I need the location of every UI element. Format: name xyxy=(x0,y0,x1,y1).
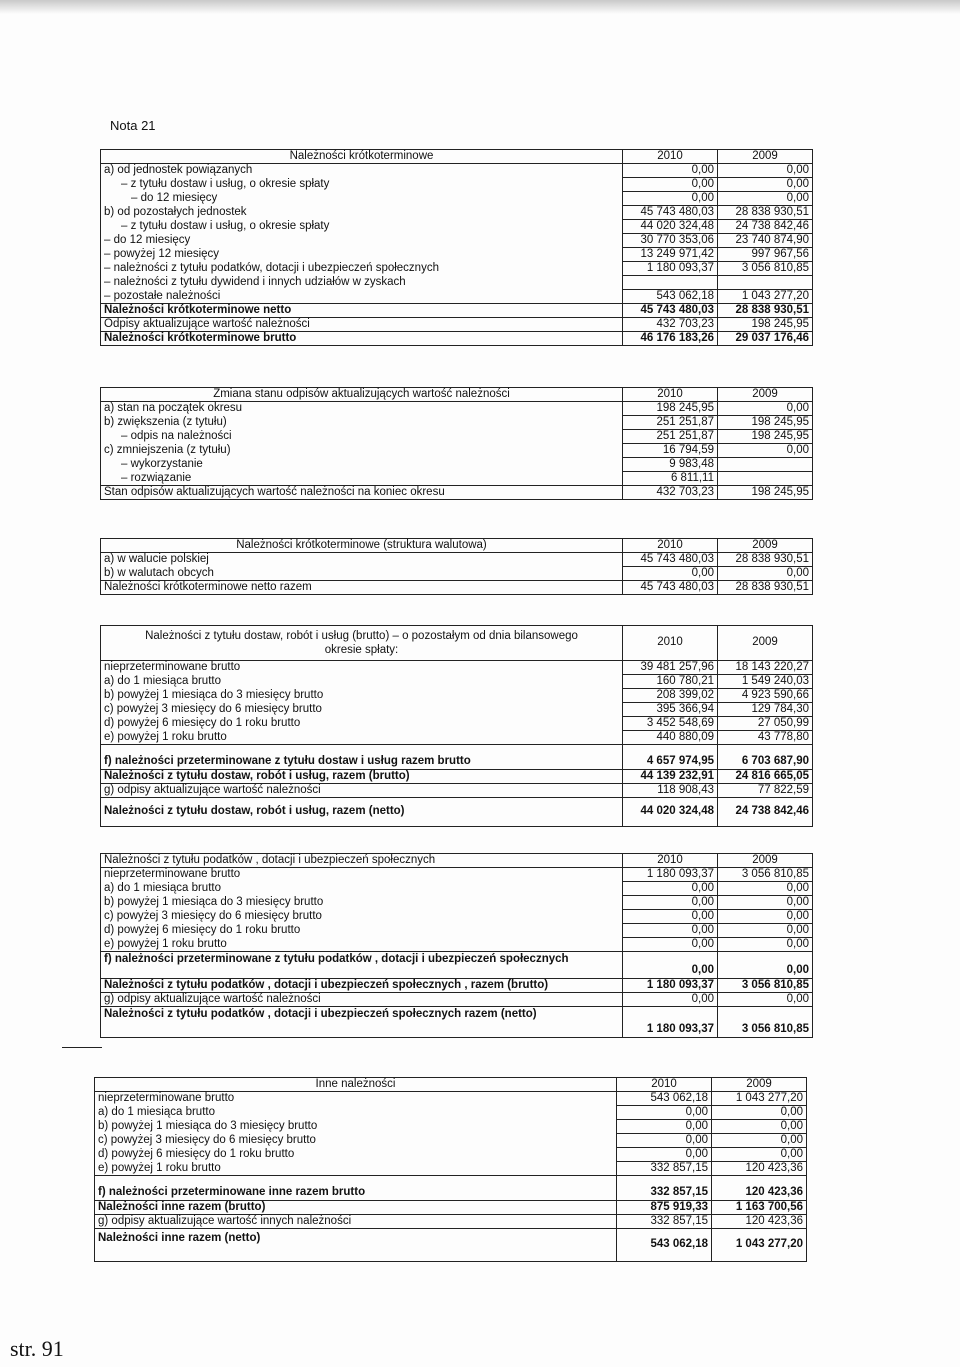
table-header-line1: Należności z tytułu dostaw, robót i usług (brutto) – o pozostałym od dnia bilansowego xyxy=(145,629,578,642)
table-header: Należności z tytułu podatków , dotacji i ubezpieczeń społecznych xyxy=(101,854,623,868)
table-row: b) zwiększenia (z tytułu) 251 251,87 198 245,95 xyxy=(101,416,813,430)
table-row: Należności inne razem (brutto) 875 919,33 1 163 700,56 xyxy=(95,1201,807,1215)
table-row: c) powyżej 3 miesięcy do 6 miesięcy brutto 0,00 0,00 xyxy=(95,1134,807,1148)
col-2010: 2010 xyxy=(623,854,718,868)
table-row: – należności z tytułu podatków, dotacji i ubezpieczeń społecznych 1 180 093,37 3 056 810,85 xyxy=(101,262,813,276)
table-row: Należności z tytułu dostaw, robót i usług, razem (brutto) 44 139 232,91 24 816 665,05 xyxy=(101,770,813,784)
table-row: b) powyżej 1 miesiąca do 3 miesięcy brutto 0,00 0,00 xyxy=(95,1120,807,1134)
col-2010: 2010 xyxy=(617,1078,712,1092)
table-row: nieprzeterminowane brutto 543 062,18 1 043 277,20 xyxy=(95,1092,807,1106)
table-allowance-changes xyxy=(100,387,813,500)
table-row: – z tytułu dostaw i usług, o okresie spłaty 44 020 324,48 24 738 842,46 xyxy=(101,220,813,234)
table-row: – do 12 miesięcy 30 770 353,06 23 740 874,90 xyxy=(101,234,813,248)
table-row: nieprzeterminowane brutto 1 180 093,37 3 056 810,85 xyxy=(101,868,813,882)
table-row: – do 12 miesięcy 0,00 0,00 xyxy=(101,192,813,206)
table-row: b) powyżej 1 miesiąca do 3 miesięcy brutto 0,00 0,00 xyxy=(101,896,813,910)
table-row: d) powyżej 6 miesięcy do 1 roku brutto 0,00 0,00 xyxy=(101,924,813,938)
table-row: Stan odpisów aktualizujących wartość należności na koniec okresu 432 703,23 198 245,95 xyxy=(101,486,813,500)
table-row: nieprzeterminowane brutto 39 481 257,96 18 143 220,27 xyxy=(101,661,813,675)
table-row: a) od jednostek powiązanych 0,00 0,00 xyxy=(101,164,813,178)
table-trade-receivables xyxy=(100,625,813,827)
table-row: – powyżej 12 miesięcy 13 249 971,42 997 967,56 xyxy=(101,248,813,262)
table-row: a) do 1 miesiąca brutto 160 780,21 1 549 240,03 xyxy=(101,675,813,689)
table-row: a) do 1 miesiąca brutto 0,00 0,00 xyxy=(101,882,813,896)
col-2009: 2009 xyxy=(718,626,813,661)
table-row: – odpis na należności 251 251,87 198 245,95 xyxy=(101,430,813,444)
table-row: c) powyżej 3 miesięcy do 6 miesięcy brutto 0,00 0,00 xyxy=(101,910,813,924)
table-row: a) stan na początek okresu 198 245,95 0,00 xyxy=(101,402,813,416)
table-row: b) w walutach obcych 0,00 0,00 xyxy=(101,567,813,581)
table-row: Należności krótkoterminowe netto 45 743 480,03 28 838 930,51 xyxy=(101,304,813,318)
table-row: f) należności przeterminowane z tytułu dostaw i usług razem brutto 4 657 974,95 6 703 687,90 xyxy=(101,745,813,770)
table-short-term-receivables xyxy=(100,149,813,346)
table-row: g) odpisy aktualizujące wartość innych należności 332 857,15 120 423,36 xyxy=(95,1215,807,1229)
table-row: Należności z tytułu podatków , dotacji i ubezpieczeń społecznych , razem (brutto) 1 180 093,37 3 056 810,85 xyxy=(101,979,813,993)
table-header-line2: okresie spłaty: xyxy=(324,644,399,656)
table-row: d) powyżej 6 miesięcy do 1 roku brutto 3 452 548,69 27 050,99 xyxy=(101,717,813,731)
table-header: Należności krótkoterminowe xyxy=(101,150,623,164)
col-2009: 2009 xyxy=(718,388,813,402)
table-row: e) powyżej 1 roku brutto 0,00 0,00 xyxy=(101,938,813,952)
table-row: b) od pozostałych jednostek 45 743 480,03 28 838 930,51 xyxy=(101,206,813,220)
table-row: f) należności przeterminowane inne razem brutto 332 857,15 120 423,36 xyxy=(95,1176,807,1201)
table-row: Należności z tytułu podatków , dotacji i ubezpieczeń społecznych razem (netto) 1 180 093,37 3 056 810,85 xyxy=(101,1007,813,1038)
table-row: – pozostałe należności 543 062,18 1 043 277,20 xyxy=(101,290,813,304)
table-row: c) zmniejszenia (z tytułu) 16 794,59 0,00 xyxy=(101,444,813,458)
table-other-receivables xyxy=(94,1077,807,1262)
table-row: Należności inne razem (netto) 543 062,18 1 043 277,20 xyxy=(95,1229,807,1262)
col-2009: 2009 xyxy=(718,150,813,164)
table-header: Zmiana stanu odpisów aktualizujących wartość należności xyxy=(101,388,623,402)
table-row: e) powyżej 1 roku brutto 440 880,09 43 778,80 xyxy=(101,731,813,745)
table-row: c) powyżej 3 miesięcy do 6 miesięcy brutto 395 366,94 129 784,30 xyxy=(101,703,813,717)
table-header: Inne należności xyxy=(95,1078,617,1092)
table-row: Należności z tytułu dostaw, robót i usług, razem (netto) 44 020 324,48 24 738 842,46 xyxy=(101,798,813,827)
col-2010: 2010 xyxy=(623,150,718,164)
table-row: – wykorzystanie 9 983,48 xyxy=(101,458,813,472)
table-row: g) odpisy aktualizujące wartość należności 118 908,43 77 822,59 xyxy=(101,784,813,798)
divider-line xyxy=(62,1047,102,1048)
table-header: Należności krótkoterminowe (struktura walutowa) xyxy=(101,539,623,553)
table-row: Odpisy aktualizujące wartość należności 432 703,23 198 245,95 xyxy=(101,318,813,332)
page-number: str. 91 xyxy=(10,1336,64,1361)
table-tax-receivables xyxy=(100,853,813,1038)
table-row: – rozwiązanie 6 811,11 xyxy=(101,472,813,486)
col-2009: 2009 xyxy=(718,539,813,553)
scan-shade xyxy=(0,0,960,14)
table-row: – należności z tytułu dywidend i innych udziałów w zyskach xyxy=(101,276,813,290)
table-row: a) w walucie polskiej 45 743 480,03 28 838 930,51 xyxy=(101,553,813,567)
table-header xyxy=(101,626,623,661)
table-row: a) do 1 miesiąca brutto 0,00 0,00 xyxy=(95,1106,807,1120)
table-row: Należności krótkoterminowe netto razem 45 743 480,03 28 838 930,51 xyxy=(101,581,813,595)
col-2010: 2010 xyxy=(623,626,718,661)
col-2010: 2010 xyxy=(623,388,718,402)
table-currency-structure xyxy=(100,538,813,595)
col-2010: 2010 xyxy=(623,539,718,553)
page-title: Nota 21 xyxy=(110,118,156,133)
table-row: e) powyżej 1 roku brutto 332 857,15 120 423,36 xyxy=(95,1162,807,1176)
table-row: g) odpisy aktualizujące wartość należności 0,00 0,00 xyxy=(101,993,813,1007)
col-2009: 2009 xyxy=(718,854,813,868)
table-row: b) powyżej 1 miesiąca do 3 miesięcy brutto 208 399,02 4 923 590,66 xyxy=(101,689,813,703)
table-row: d) powyżej 6 miesięcy do 1 roku brutto 0,00 0,00 xyxy=(95,1148,807,1162)
col-2009: 2009 xyxy=(712,1078,807,1092)
table-row: – z tytułu dostaw i usług, o okresie spłaty 0,00 0,00 xyxy=(101,178,813,192)
table-row: f) należności przeterminowane z tytułu podatków , dotacji i ubezpieczeń społecznych 0,00 0,00 xyxy=(101,952,813,979)
table-row: Należności krótkoterminowe brutto 46 176 183,26 29 037 176,46 xyxy=(101,332,813,346)
